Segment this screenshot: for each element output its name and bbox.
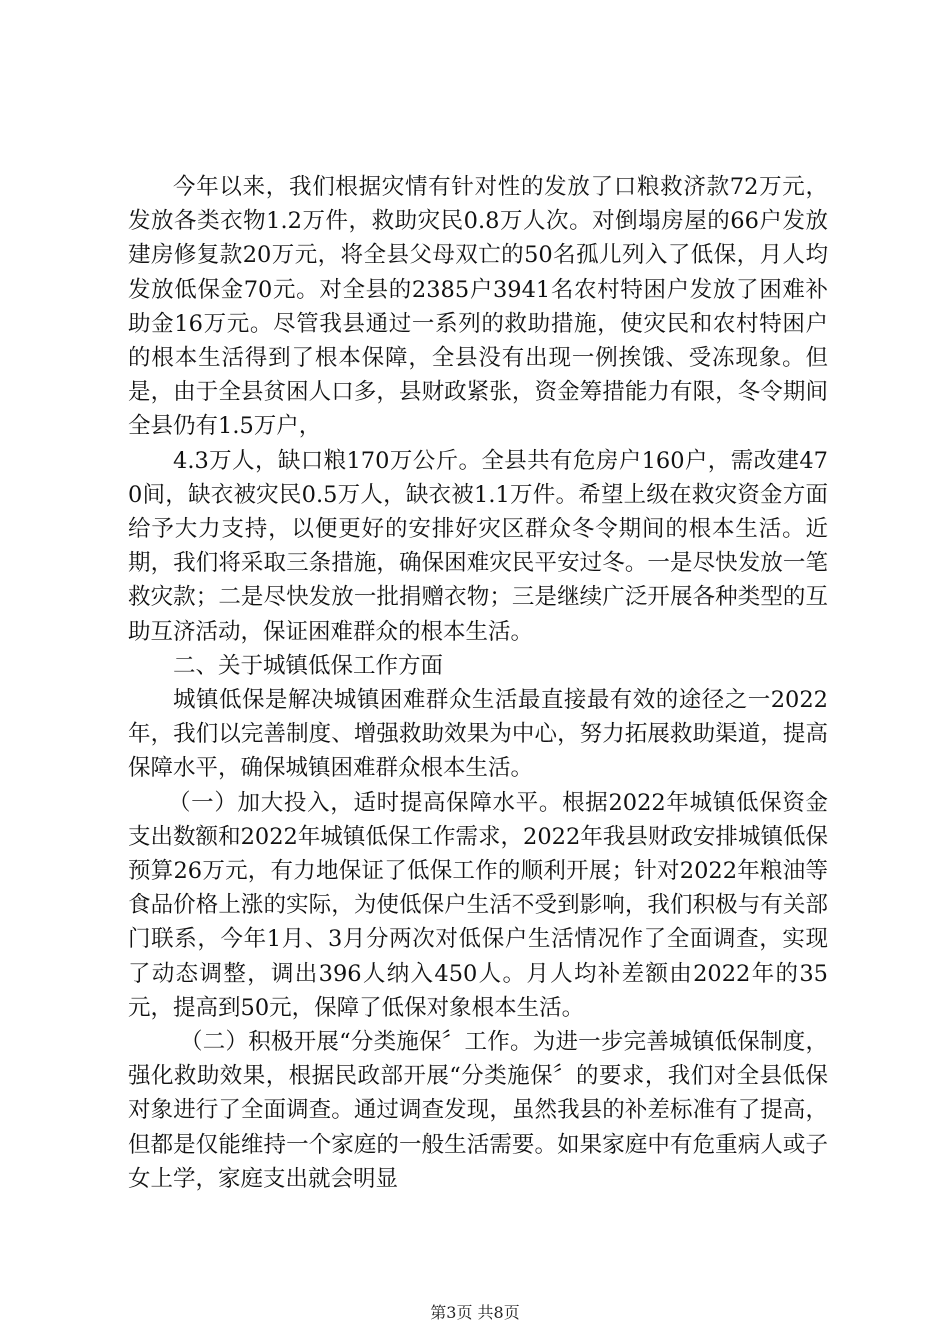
section-heading-urban-subsistence: 二、关于城镇低保工作方面 <box>173 652 444 679</box>
paragraph-disaster-relief: 今年以来，我们根据灾情有针对性的发放了口粮救济款72万元，发放各类衣物1.2万件，救助灾民0.8万人次。对倒塌房屋的66户发放建房修复款20万元，将全县父母双亡的50名孤儿列入了低保，月人均发放低保金70元。对全县的2385户3941名农村特困户发放了困难补助金16万元。尽管我县通过一系列的救助措施，使灾民和农村特困户的根本生活得到了根本保障，全县没有出现一例挨饿、受冻现象。但是，由于全县贫困人口多，县财政紧张，资金筹措能力有限，冬令期间全县仍有1.5万户， <box>128 174 828 440</box>
paragraph-increase-investment: （一）加大投入，适时提高保障水平。根据2022年城镇低保资金支出数额和2022年城镇低保工作需求，2022年我县财政安排城镇低保预算26万元，有力地保证了低保工作的顺利开展；针对2022年粮油等食品价格上涨的实际，为使低保户生活不受到影响，我们积极与有关部门联系，今年1月、3月分两次对低保户生活情况作了全面调查，实现了动态调整，调出396人纳入450人。月人均补差额由2022年的35元，提高到50元，保障了低保对象根本生活。 <box>128 789 828 1021</box>
paragraph-urban-subsistence-intro: 城镇低保是解决城镇困难群众生活最直接最有效的途径之一2022年，我们以完善制度、增强救助效果为中心，努力拓展救助渠道，提高保障水平，确保城镇困难群众根本生活。 <box>128 687 828 782</box>
page-footer: 第3页 共8页 <box>430 1303 520 1322</box>
document-body <box>128 170 828 1196</box>
paragraph-classified-assistance: （二）积极开展“分类施保〞工作。为进一步完善城镇低保制度，强化救助效果，根据民政部开展“分类施保〞的要求，我们对全县低保对象进行了全面调查。通过调查发现，虽然我县的补差标准有了提高，但都是仅能维持一个家庭的一般生活需要。如果家庭中有危重病人或子女上学，家庭支出就会明显 <box>128 1029 828 1192</box>
paragraph-winter-needs: 4.3万人，缺口粮170万公斤。全县共有危房户160户，需改建470间，缺衣被灾民0.5万人，缺衣被1.1万件。希望上级在救灾资金方面给予大力支持，以便更好的安排好灾区群众冬令期间的根本生活。近期，我们将采取三条措施，确保困难灾民平安过冬。一是尽快发放一笔救灾款；二是尽快发放一批捐赠衣物；三是继续广泛开展各种类型的互助互济活动，保证困难群众的根本生活。 <box>128 447 828 645</box>
